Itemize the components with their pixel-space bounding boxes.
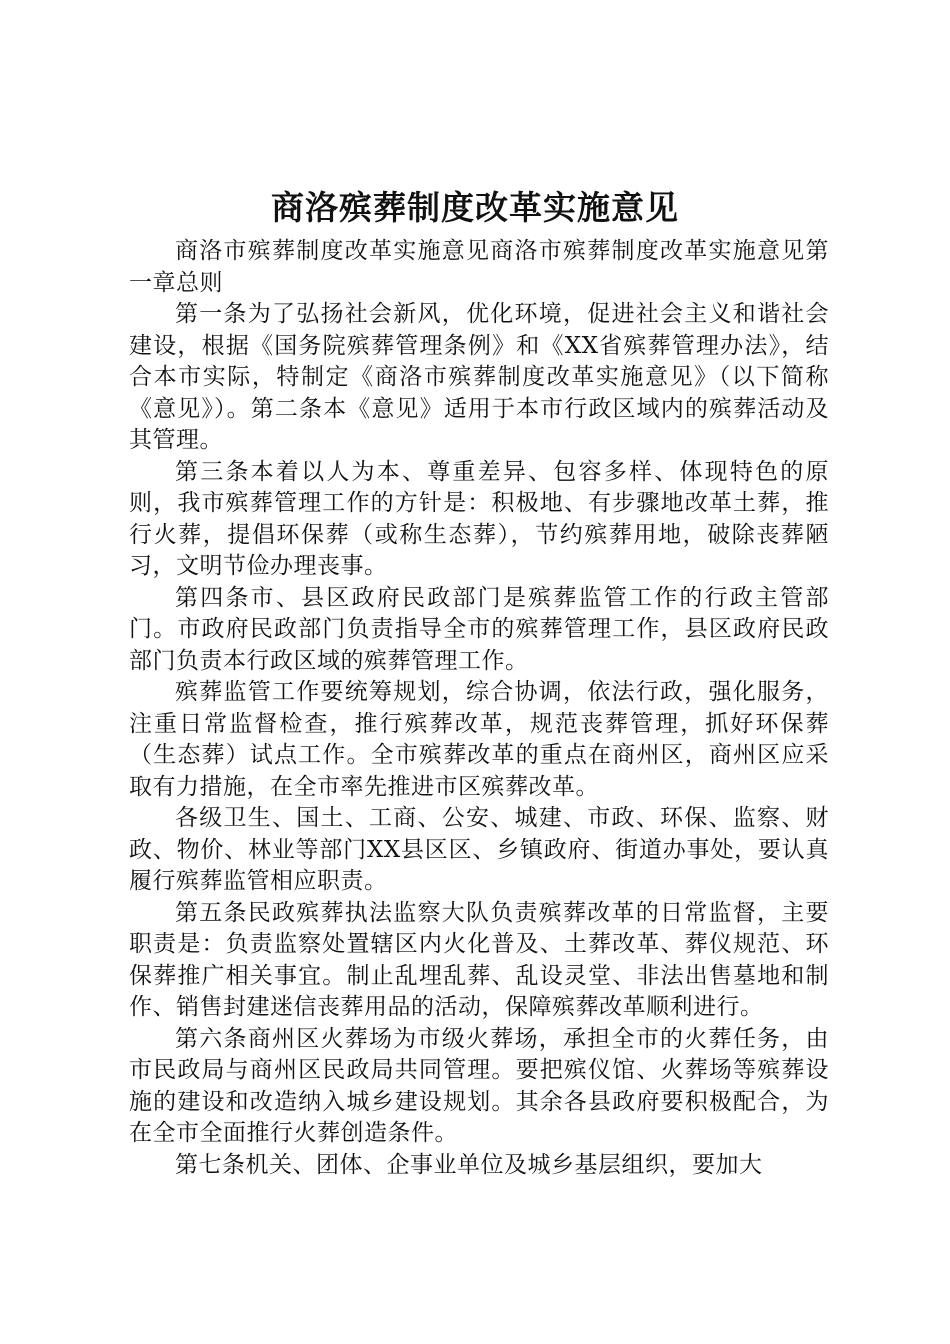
paragraph-departments: 各级卫生、国土、工商、公安、城建、市政、环保、监察、财政、物价、林业等部门XX县区区、乡镇政府、街道办事处，要认真履行殡葬监管相应职责。 xyxy=(129,805,829,894)
paragraph-article-6: 第六条商州区火葬场为市级火葬场，承担全市的火葬任务，由市民政局与商州区民政局共同管理。要把殡仪馆、火葬场等殡葬设施的建设和改造纳入城乡建设规划。其余各县政府要积极配合，为在全市全面推行火葬创造条件。 xyxy=(129,1025,829,1146)
paragraph-supervision: 殡葬监管工作要统筹规划，综合协调，依法行政，强化服务，注重日常监督检查，推行殡葬改革，规范丧葬管理，抓好环保葬（生态葬）试点工作。全市殡葬改革的重点在商州区，商州区应采取有力措施，在全市率先推进市区殡葬改革。 xyxy=(129,679,829,800)
paragraph-article-7: 第七条机关、团体、企事业单位及城乡基层组织，要加大 xyxy=(175,1151,763,1178)
paragraph-article-4: 第四条市、县区政府民政部门是殡葬监管工作的行政主管部门。市政府民政部门负责指导全市的殡葬管理工作，县区政府民政部门负责本行政区域的殡葬管理工作。 xyxy=(129,584,829,674)
document-title: 商洛殡葬制度改革实施意见 xyxy=(271,188,679,227)
paragraph-intro: 商洛市殡葬制度改革实施意见商洛市殡葬制度改革实施意见第一章总则 xyxy=(129,238,829,296)
document-body xyxy=(129,236,829,1181)
paragraph-article-3: 第三条本着以人为本、尊重差异、包容多样、体现特色的原则，我市殡葬管理工作的方针是：积极地、有步骤地改革土葬，推行火葬，提倡环保葬（或称生态葬），节约殡葬用地，破除丧葬陋习，文明节俭办理丧事。 xyxy=(129,458,829,579)
paragraph-article-5: 第五条民政殡葬执法监察大队负责殡葬改革的日常监督，主要职责是：负责监察处置辖区内火化普及、土葬改革、葬仪规范、环保葬推广相关事宜。制止乱埋乱葬、乱设灵堂、非法出售墓地和制作、销售封建迷信丧葬用品的活动，保障殡葬改革顺利进行。 xyxy=(129,899,829,1020)
paragraph-article-1-2: 第一条为了弘扬社会新风，优化环境，促进社会主义和谐社会建设，根据《国务院殡葬管理条例》和《XX省殡葬管理办法》，结合本市实际，特制定《商洛市殡葬制度改革实施意见》（以下简称《意见》）。第二条本《意见》适用于本市行政区域内的殡葬活动及其管理。 xyxy=(129,301,829,453)
